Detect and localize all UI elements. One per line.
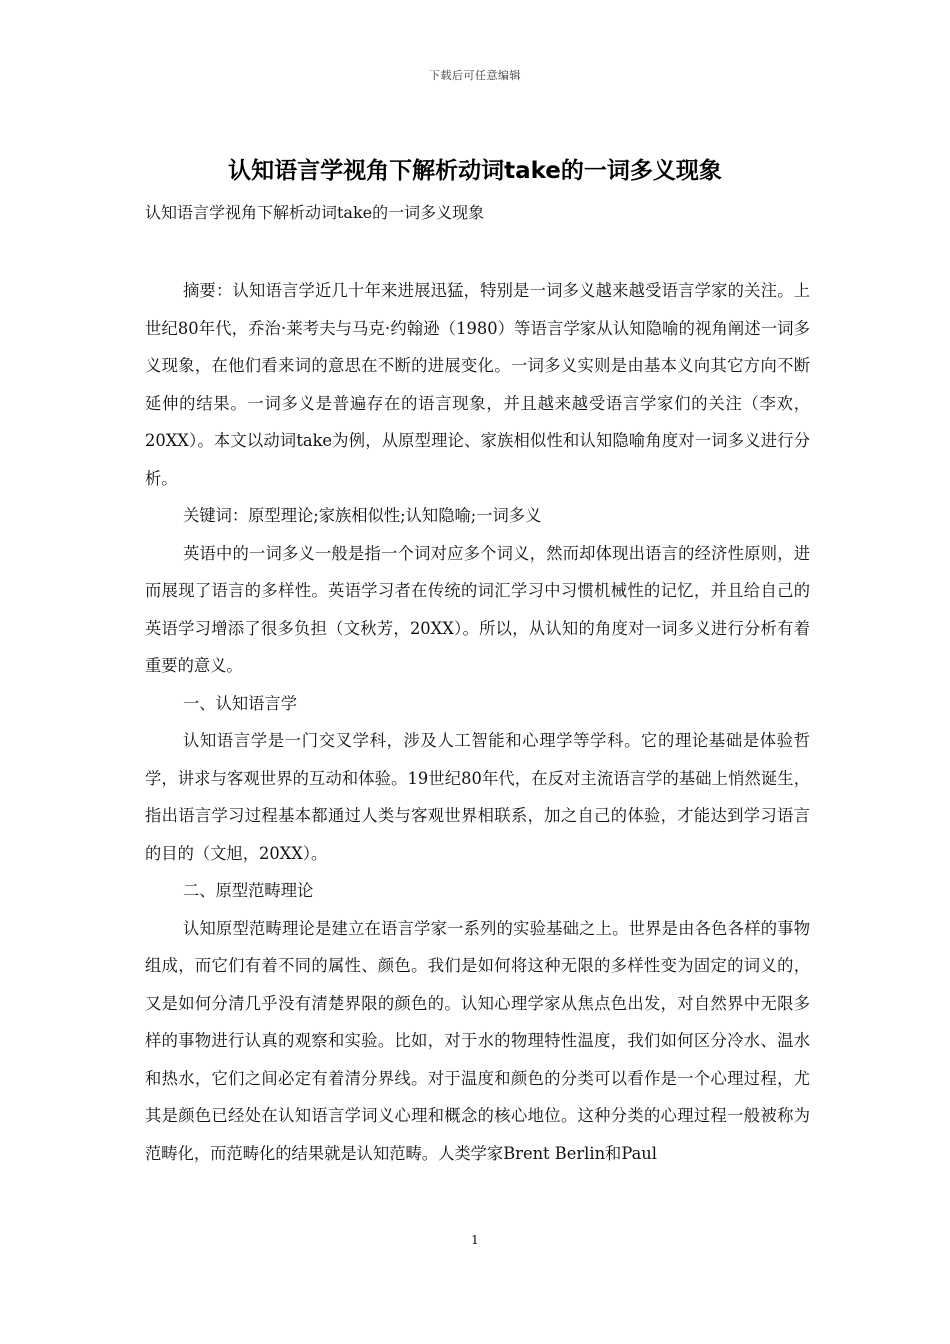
document-title: 认知语言学视角下解析动词take的一词多义现象 xyxy=(228,158,722,184)
document-body xyxy=(145,272,810,1172)
abstract-paragraph: 摘要：认知语言学近几十年来进展迅猛，特别是一词多义越来越受语言学家的关注。上世纪80年代，乔治·莱考夫与马克·约翰逊（1980）等语言学家从认知隐喻的视角阐述一词多义现象，在他们看来词的意思在不断的进展变化。一词多义实则是由基本义向其它方向不断延伸的结果。一词多义是普遍存在的语言现象，并且越来越受语言学家们的关注（李欢，20XX）。本文以动词take为例，从原型理论、家族相似性和认知隐喻角度对一词多义进行分析。 xyxy=(145,281,810,488)
section-heading-cognitive-linguistics: 一、认知语言学 xyxy=(183,693,297,713)
section-paragraph-cognitive-linguistics: 认知语言学是一门交叉学科，涉及人工智能和心理学等学科。它的理论基础是体验哲学，讲求与客观世界的互动和体验。19世纪80年代，在反对主流语言学的基础上悄然诞生，指出语言学习过程基本都通过人类与客观世界相联系，加之自己的体验，才能达到学习语言的目的（文旭，20XX）。 xyxy=(145,731,810,863)
intro-paragraph: 英语中的一词多义一般是指一个词对应多个词义，然而却体现出语言的经济性原则，进而展现了语言的多样性。英语学习者在传统的词汇学习中习惯机械性的记忆，并且给自己的英语学习增添了很多负担（文秋芳，20XX）。所以，从认知的角度对一词多义进行分析有着重要的意义。 xyxy=(145,543,810,675)
page-number: 1 xyxy=(471,1233,479,1247)
keywords-paragraph: 关键词：原型理论;家族相似性;认知隐喻;一词多义 xyxy=(183,506,542,525)
section-paragraph-prototype-theory: 认知原型范畴理论是建立在语言学家一系列的实验基础之上。世界是由各色各样的事物组成，而它们有着不同的属性、颜色。我们是如何将这种无限的多样性变为固定的词义的，又是如何分清几乎没有清楚界限的颜色的。认知心理学家从焦点色出发，对自然界中无限多样的事物进行认真的观察和实验。比如，对于水的物理特性温度，我们如何区分冷水、温水和热水，它们之间必定有着清分界线。对于温度和颜色的分类可以看作是一个心理过程，尤其是颜色已经处在认知语言学词义心理和概念的核心地位。这种分类的心理过程一般被称为范畴化，而范畴化的结果就是认知范畴。人类学家Brent Berlin和Paul xyxy=(145,918,810,1163)
header-note: 下载后可任意编辑 xyxy=(429,69,521,82)
section-heading-prototype-theory: 二、原型范畴理论 xyxy=(183,881,314,900)
document-subtitle: 认知语言学视角下解析动词take的一词多义现象 xyxy=(145,203,485,222)
